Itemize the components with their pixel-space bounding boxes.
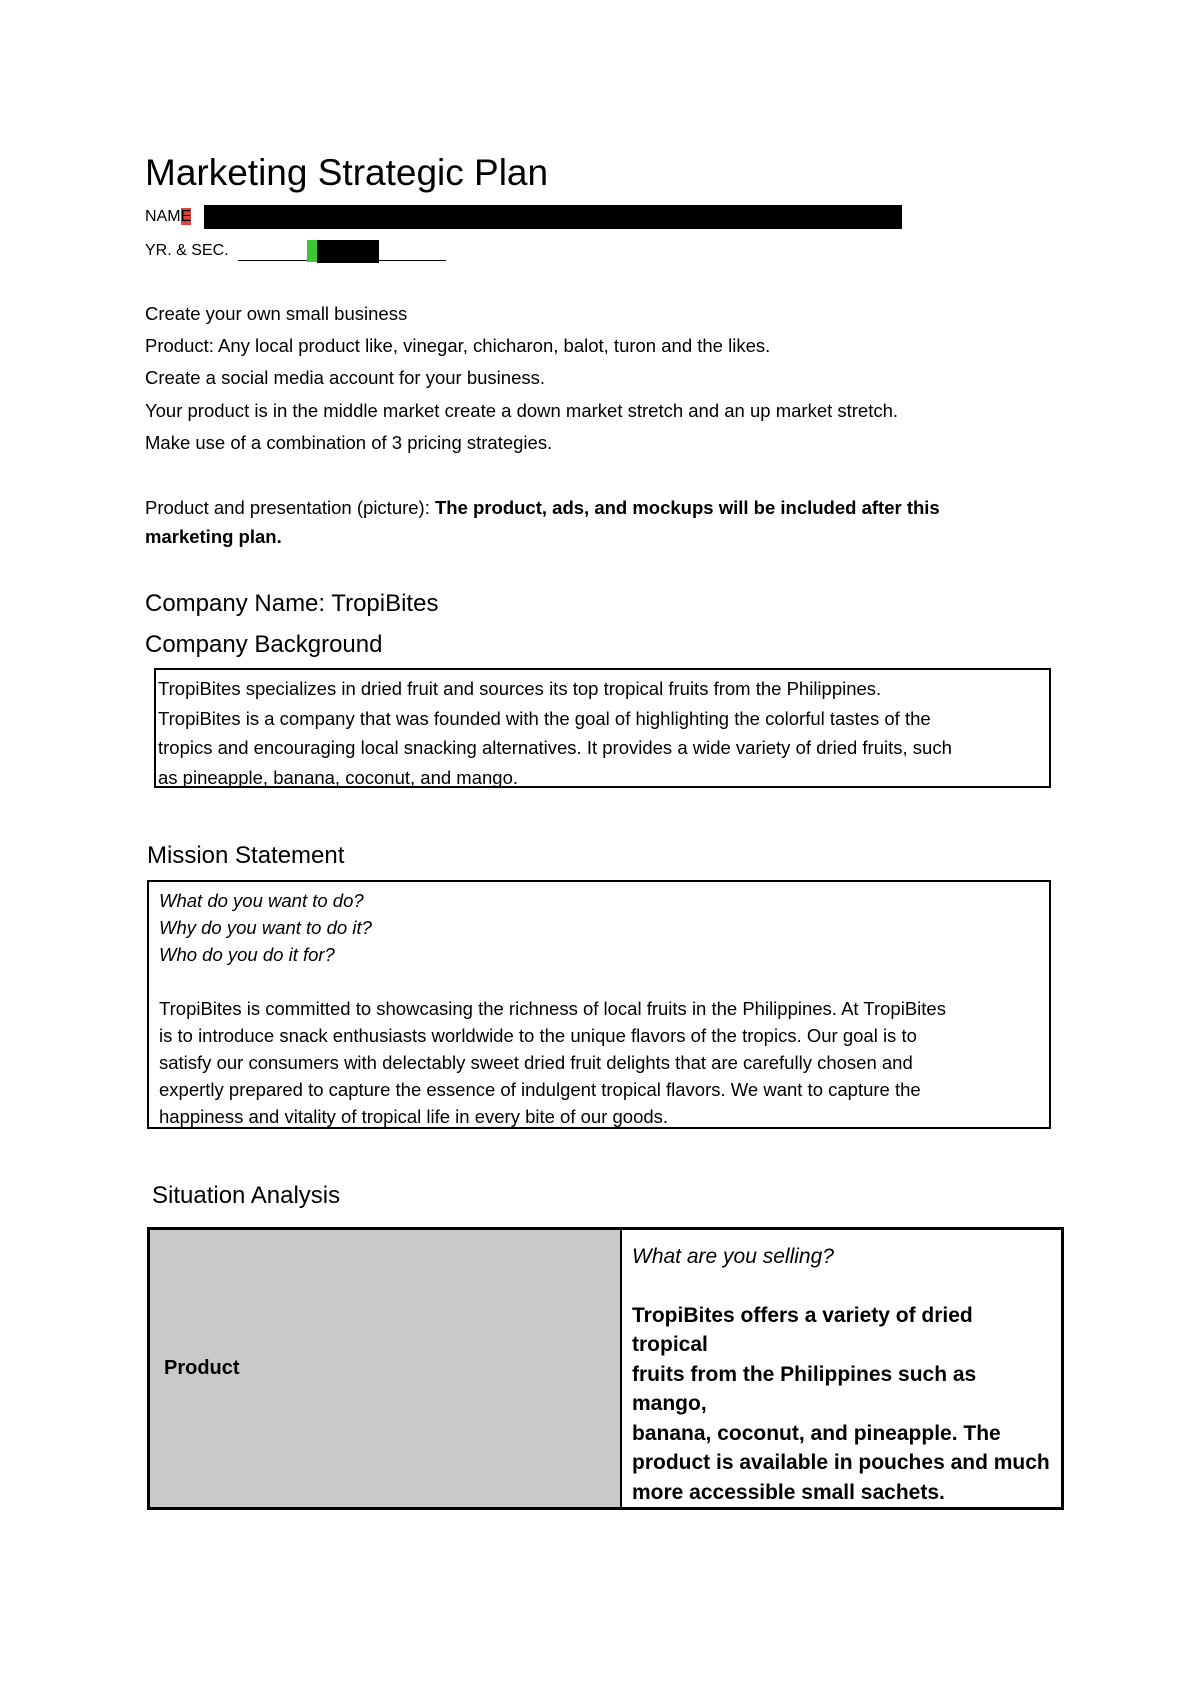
presentation-note-1: The product, ads, and mockups will be included after this — [435, 497, 940, 518]
instruction-line-2: Product: Any local product like, vinegar, chicharon, balot, turon and the likes. — [145, 335, 771, 356]
mission-line-2: is to introduce snack enthusiasts worldwide to the unique flavors of the tropics. Our goal is to — [159, 1025, 917, 1046]
mission-question-3: Who do you do it for? — [159, 944, 335, 965]
mission-question-1: What do you want to do? — [159, 890, 364, 911]
instruction-line-3: Create a social media account for your business. — [145, 367, 546, 388]
company-background-line-2: TropiBites is a company that was founded with the goal of highlighting the colorful tastes of the — [158, 707, 931, 729]
presentation-line — [145, 496, 940, 520]
product-answer — [632, 1301, 1051, 1508]
name-label: NAM — [145, 208, 181, 225]
company-background-box — [154, 668, 1051, 788]
mission-line-5: happiness and vitality of tropical life in every bite of our goods. — [159, 1106, 669, 1127]
company-background-heading: Company Background — [145, 631, 383, 658]
situation-table — [147, 1227, 1064, 1510]
name-redaction-bar — [204, 205, 902, 229]
product-answer-line-5: more accessible small sachets. — [632, 1480, 945, 1504]
company-background-line-3: tropics and encouraging local snacking alternatives. It provides a wide variety of dried fruits, such — [158, 737, 952, 758]
product-answer-line-2: fruits from the Philippines such as mango, — [632, 1362, 977, 1415]
yr-sec-label: YR. & SEC. — [145, 242, 229, 259]
company-background-line-1: TropiBites specializes in dried fruit and sources its top tropical fruits from the Philippines. — [158, 678, 882, 699]
company-name-heading: Company Name: TropiBites — [145, 590, 439, 617]
product-label: Product — [164, 1357, 240, 1379]
instruction-line-5: Make use of a combination of 3 pricing strategies. — [145, 432, 553, 453]
product-answer-cell — [621, 1229, 1063, 1509]
mission-box — [147, 880, 1051, 1129]
page-title: Marketing Strategic Plan — [145, 152, 549, 193]
mission-heading: Mission Statement — [147, 842, 345, 869]
mission-spacer — [159, 968, 1039, 995]
product-question: What are you selling? — [632, 1245, 834, 1268]
sec-redaction-bar — [317, 240, 379, 263]
answer-spacer — [632, 1272, 1051, 1301]
instruction-line-1: Create your own small business — [145, 303, 408, 324]
instruction-line-4: Your product is in the middle market create a down market stretch and an up market stretch. — [145, 400, 899, 421]
name-line — [145, 207, 191, 227]
name-highlight: E — [180, 208, 192, 225]
product-answer-line-4: product is available in pouches and much — [632, 1451, 1050, 1474]
table-row — [149, 1229, 1063, 1509]
presentation-label: Product and presentation (picture): — [145, 497, 435, 518]
sec-highlight — [307, 240, 317, 262]
company-background-line-4: as pineapple, banana, coconut, and mango. — [158, 766, 519, 788]
mission-line-3: satisfy our consumers with delectably sweet dried fruit delights that are carefully chosen and — [159, 1052, 913, 1073]
product-answer-line-1: TropiBites offers a variety of dried tropical — [632, 1303, 973, 1356]
mission-line-1: TropiBites is committed to showcasing the richness of local fruits in the Philippines. At TropiBites — [159, 998, 946, 1019]
mission-question-2: Why do you want to do it? — [159, 917, 372, 938]
product-answer-line-3: banana, coconut, and pineapple. The — [632, 1421, 1001, 1445]
presentation-note-2: marketing plan. — [145, 526, 282, 547]
product-label-cell — [149, 1229, 622, 1509]
presentation-line-2 — [145, 525, 282, 549]
mission-line-4: expertly prepared to capture the essence of indulgent tropical flavors. We want to capture the — [159, 1079, 921, 1100]
situation-heading: Situation Analysis — [152, 1182, 341, 1209]
